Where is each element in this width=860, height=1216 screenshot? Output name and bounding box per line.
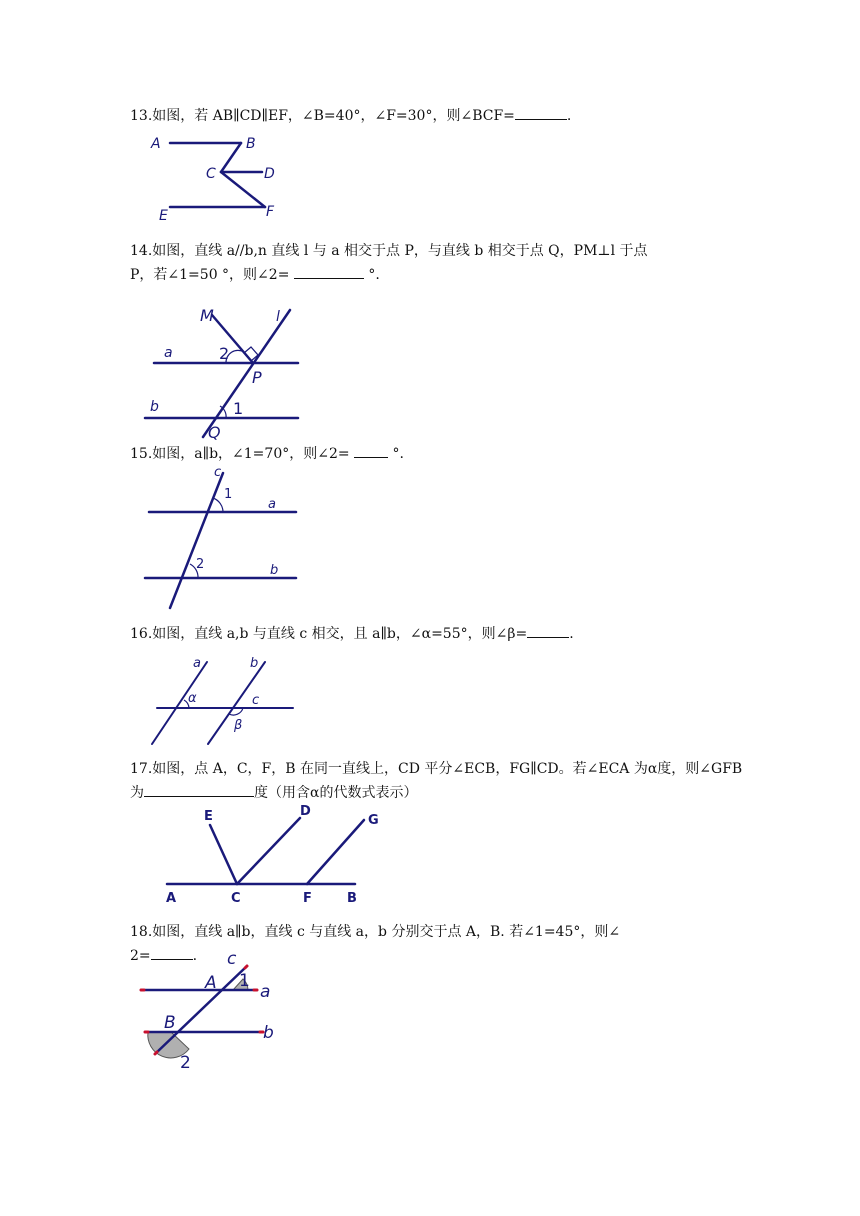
line-label: l xyxy=(276,309,280,325)
point-label: A xyxy=(166,891,177,906)
question-text-line xyxy=(130,920,740,944)
point-label: A xyxy=(205,973,217,993)
figure-q14 xyxy=(140,300,310,445)
question-text: 13.如图，若 AB∥CD∥EF，∠B=40°，∠F=30°，则∠BCF= xyxy=(130,108,515,124)
line-label: c xyxy=(214,465,222,480)
point-label: P xyxy=(252,368,262,387)
question-text: 17.如图，点 A，C，F，B 在同一直线上，CD 平分∠ECB，FG∥CD。若∠ECA 为α度，则∠GFB xyxy=(130,761,743,777)
angle-label: 1 xyxy=(233,399,244,418)
line-label: b xyxy=(263,1023,274,1043)
line-label: a xyxy=(260,982,271,1002)
line-label: a xyxy=(268,497,276,512)
point-label: D xyxy=(264,166,275,182)
line-fg xyxy=(307,820,364,884)
line-label: b xyxy=(270,563,279,578)
point-label: Q xyxy=(208,423,221,442)
question-text: 16.如图，直线 a,b 与直线 c 相交，且 a∥b，∠α=55°，则∠β= xyxy=(130,626,528,642)
line-bc xyxy=(221,143,241,172)
line-label: b xyxy=(250,656,259,671)
line-label: c xyxy=(227,949,237,969)
point-label: M xyxy=(200,306,214,325)
figure-q16 xyxy=(145,650,300,750)
answer-blank[interactable] xyxy=(294,264,364,279)
point-label: F xyxy=(266,204,275,220)
line-label: a xyxy=(193,656,201,671)
angle-label: 1 xyxy=(224,487,233,502)
question-text-line xyxy=(130,757,743,781)
figure-q13 xyxy=(145,132,285,222)
point-label: B xyxy=(246,136,256,152)
question-text: 14.如图，直线 a//b,n 直线 l 与 a 相交于点 P，与直线 b 相交于点 Q，PM⊥l 于点 xyxy=(130,243,648,259)
answer-blank[interactable] xyxy=(354,443,388,458)
point-label: B xyxy=(164,1013,176,1033)
question-text: 为 xyxy=(130,785,144,801)
question-text: 18.如图，直线 a∥b，直线 c 与直线 a，b 分别交于点 A，B. 若∠1=45°，则∠ xyxy=(130,924,621,940)
line-c xyxy=(170,473,223,608)
angle-label: 2 xyxy=(196,557,205,572)
line-label: a xyxy=(164,345,173,361)
point-label: C xyxy=(231,891,241,906)
line-end-mark xyxy=(245,966,247,968)
point-label: G xyxy=(368,813,379,828)
line-cf xyxy=(221,172,265,207)
question-text: . xyxy=(192,948,198,964)
point-label: C xyxy=(206,166,216,182)
question-text: °. xyxy=(368,267,380,283)
question-text: . xyxy=(566,108,572,124)
question-text: 15.如图，a∥b，∠1=70°，则∠2= xyxy=(130,446,355,462)
point-label: F xyxy=(303,891,312,906)
figure-q18 xyxy=(135,948,285,1073)
question-14 xyxy=(130,239,740,287)
question-text: °. xyxy=(392,446,404,462)
question-16 xyxy=(130,622,740,646)
line-cd xyxy=(237,818,300,884)
question-13 xyxy=(130,104,740,128)
line-c xyxy=(155,966,247,1054)
angle-label: 2 xyxy=(180,1053,191,1073)
angle-label: α xyxy=(188,691,197,706)
answer-blank[interactable] xyxy=(144,782,254,797)
line-end-mark xyxy=(155,1052,157,1054)
point-label: B xyxy=(347,891,357,906)
angle-label: 1 xyxy=(239,971,250,991)
figure-q15 xyxy=(140,463,305,613)
answer-blank[interactable] xyxy=(527,623,569,638)
question-text-line xyxy=(130,239,740,263)
point-label: D xyxy=(300,804,311,819)
point-label: E xyxy=(159,208,168,224)
point-label: A xyxy=(151,136,161,152)
angle-label: β xyxy=(234,718,243,733)
line-ce xyxy=(210,825,237,884)
answer-blank[interactable] xyxy=(515,105,567,120)
question-text: . xyxy=(569,626,574,642)
question-text: 2= xyxy=(130,948,151,964)
angle-label: 2 xyxy=(219,344,230,363)
question-text: P，若∠1=50 °，则∠2= xyxy=(130,267,294,283)
figure-q17 xyxy=(160,800,379,910)
question-text-line xyxy=(130,263,740,287)
line-label: b xyxy=(150,399,159,415)
point-label: E xyxy=(204,809,213,824)
question-17 xyxy=(130,757,743,805)
line-label: c xyxy=(252,693,260,708)
question-text-line xyxy=(130,622,740,646)
question-text: 度（用含α的代数式表示） xyxy=(254,785,418,801)
line-a xyxy=(152,662,207,744)
angle-1-arc xyxy=(213,498,223,512)
question-text-line xyxy=(130,104,740,128)
